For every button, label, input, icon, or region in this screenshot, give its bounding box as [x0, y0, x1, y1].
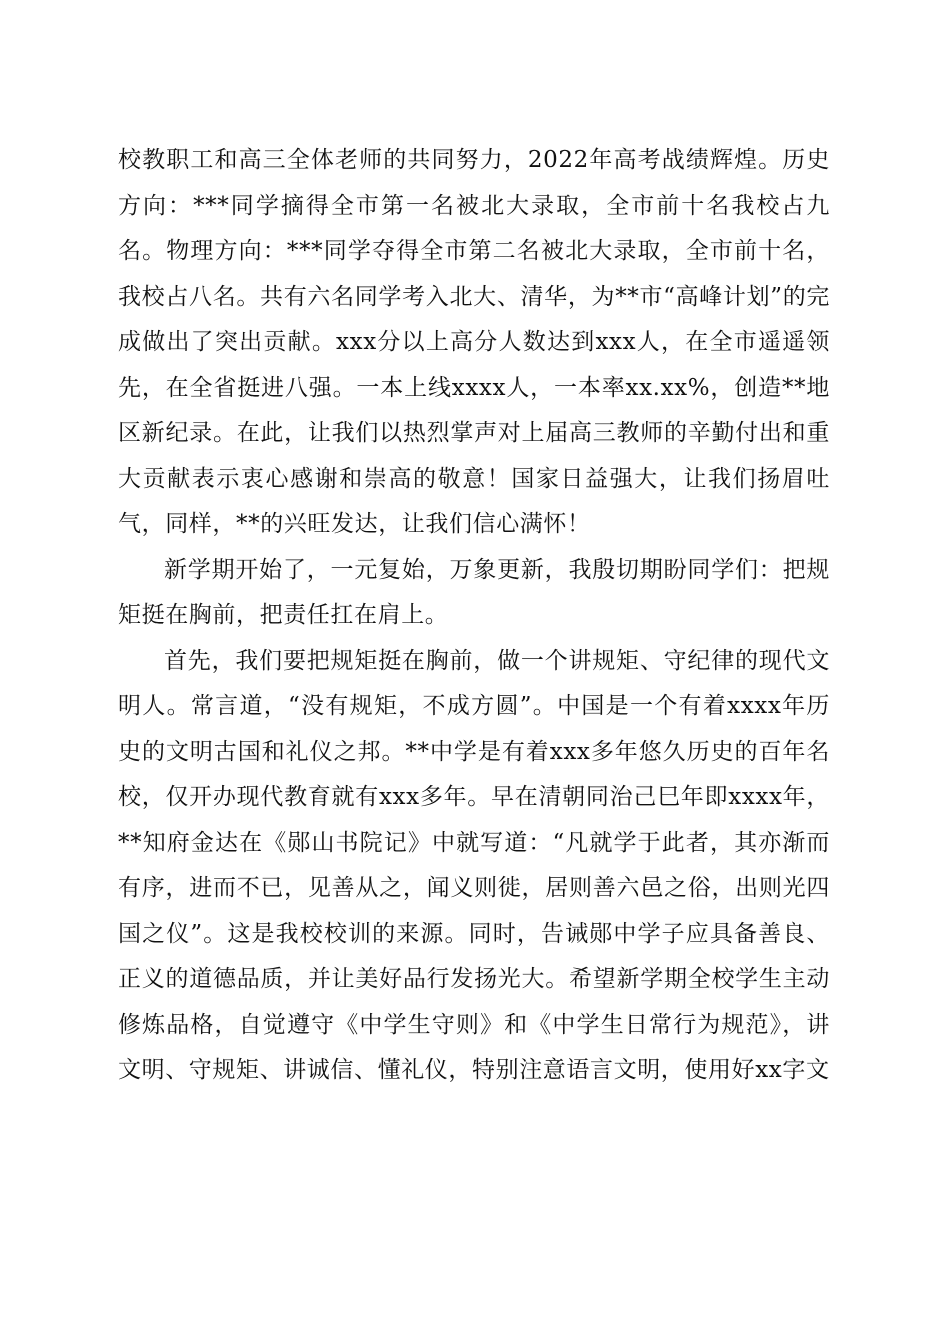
- paragraph-rules: 首先，我们要把规矩挺在胸前，做一个讲规矩、守纪律的现代文明人。常言道，“没有规矩，不成方圆”。中国是一个有着xxxx年历史的文明古国和礼仪之邦。**中学是有着xxx多年悠久历史的百年名校，仅开办现代教育就有xxx多年。早在清朝同治己巳年即xxxx年，**知府金达在《郧山书院记》中就写道：“凡就学于此者，其亦渐而有序，进而不已，见善从之，闻义则徙，居则善六邑之俗，出则光四国之仪”。这是我校校训的来源。同时，告诫郧中学子应具备善良、正义的道德品质，并让美好品行发扬光大。希望新学期全校学生主动修炼品格，自觉遵守《中学生守则》和《中学生日常行为规范》，讲文明、守规矩、讲诚信、懂礼仪，特别注意语言文明，使用好xx字文: [118, 647, 830, 1083]
- paragraph-new-semester: 新学期开始了，一元复始，万象更新，我殷切期盼同学们：把规矩挺在胸前，把责任扛在肩上。: [118, 556, 830, 628]
- document-body: [118, 138, 830, 1094]
- paragraph-exam-results: 校教职工和高三全体老师的共同努力，2022年高考战绩辉煌。历史方向：***同学摘得全市第一名被北大录取，全市前十名我校占九名。物理方向：***同学夺得全市第二名被北大录取，全市前十名，我校占八名。共有六名同学考入北大、清华，为**市“高峰计划”的完成做出了突出贡献。xxx分以上高分人数达到xxx人，在全市遥遥领先，在全省挺进八强。一本上线xxxx人，一本率xx.xx%，创造**地区新纪录。在此，让我们以热烈掌声对上届高三教师的辛勤付出和重大贡献表示衷心感谢和崇高的敬意！国家日益强大，让我们扬眉吐气，同样，**的兴旺发达，让我们信心满怀！: [118, 147, 830, 537]
